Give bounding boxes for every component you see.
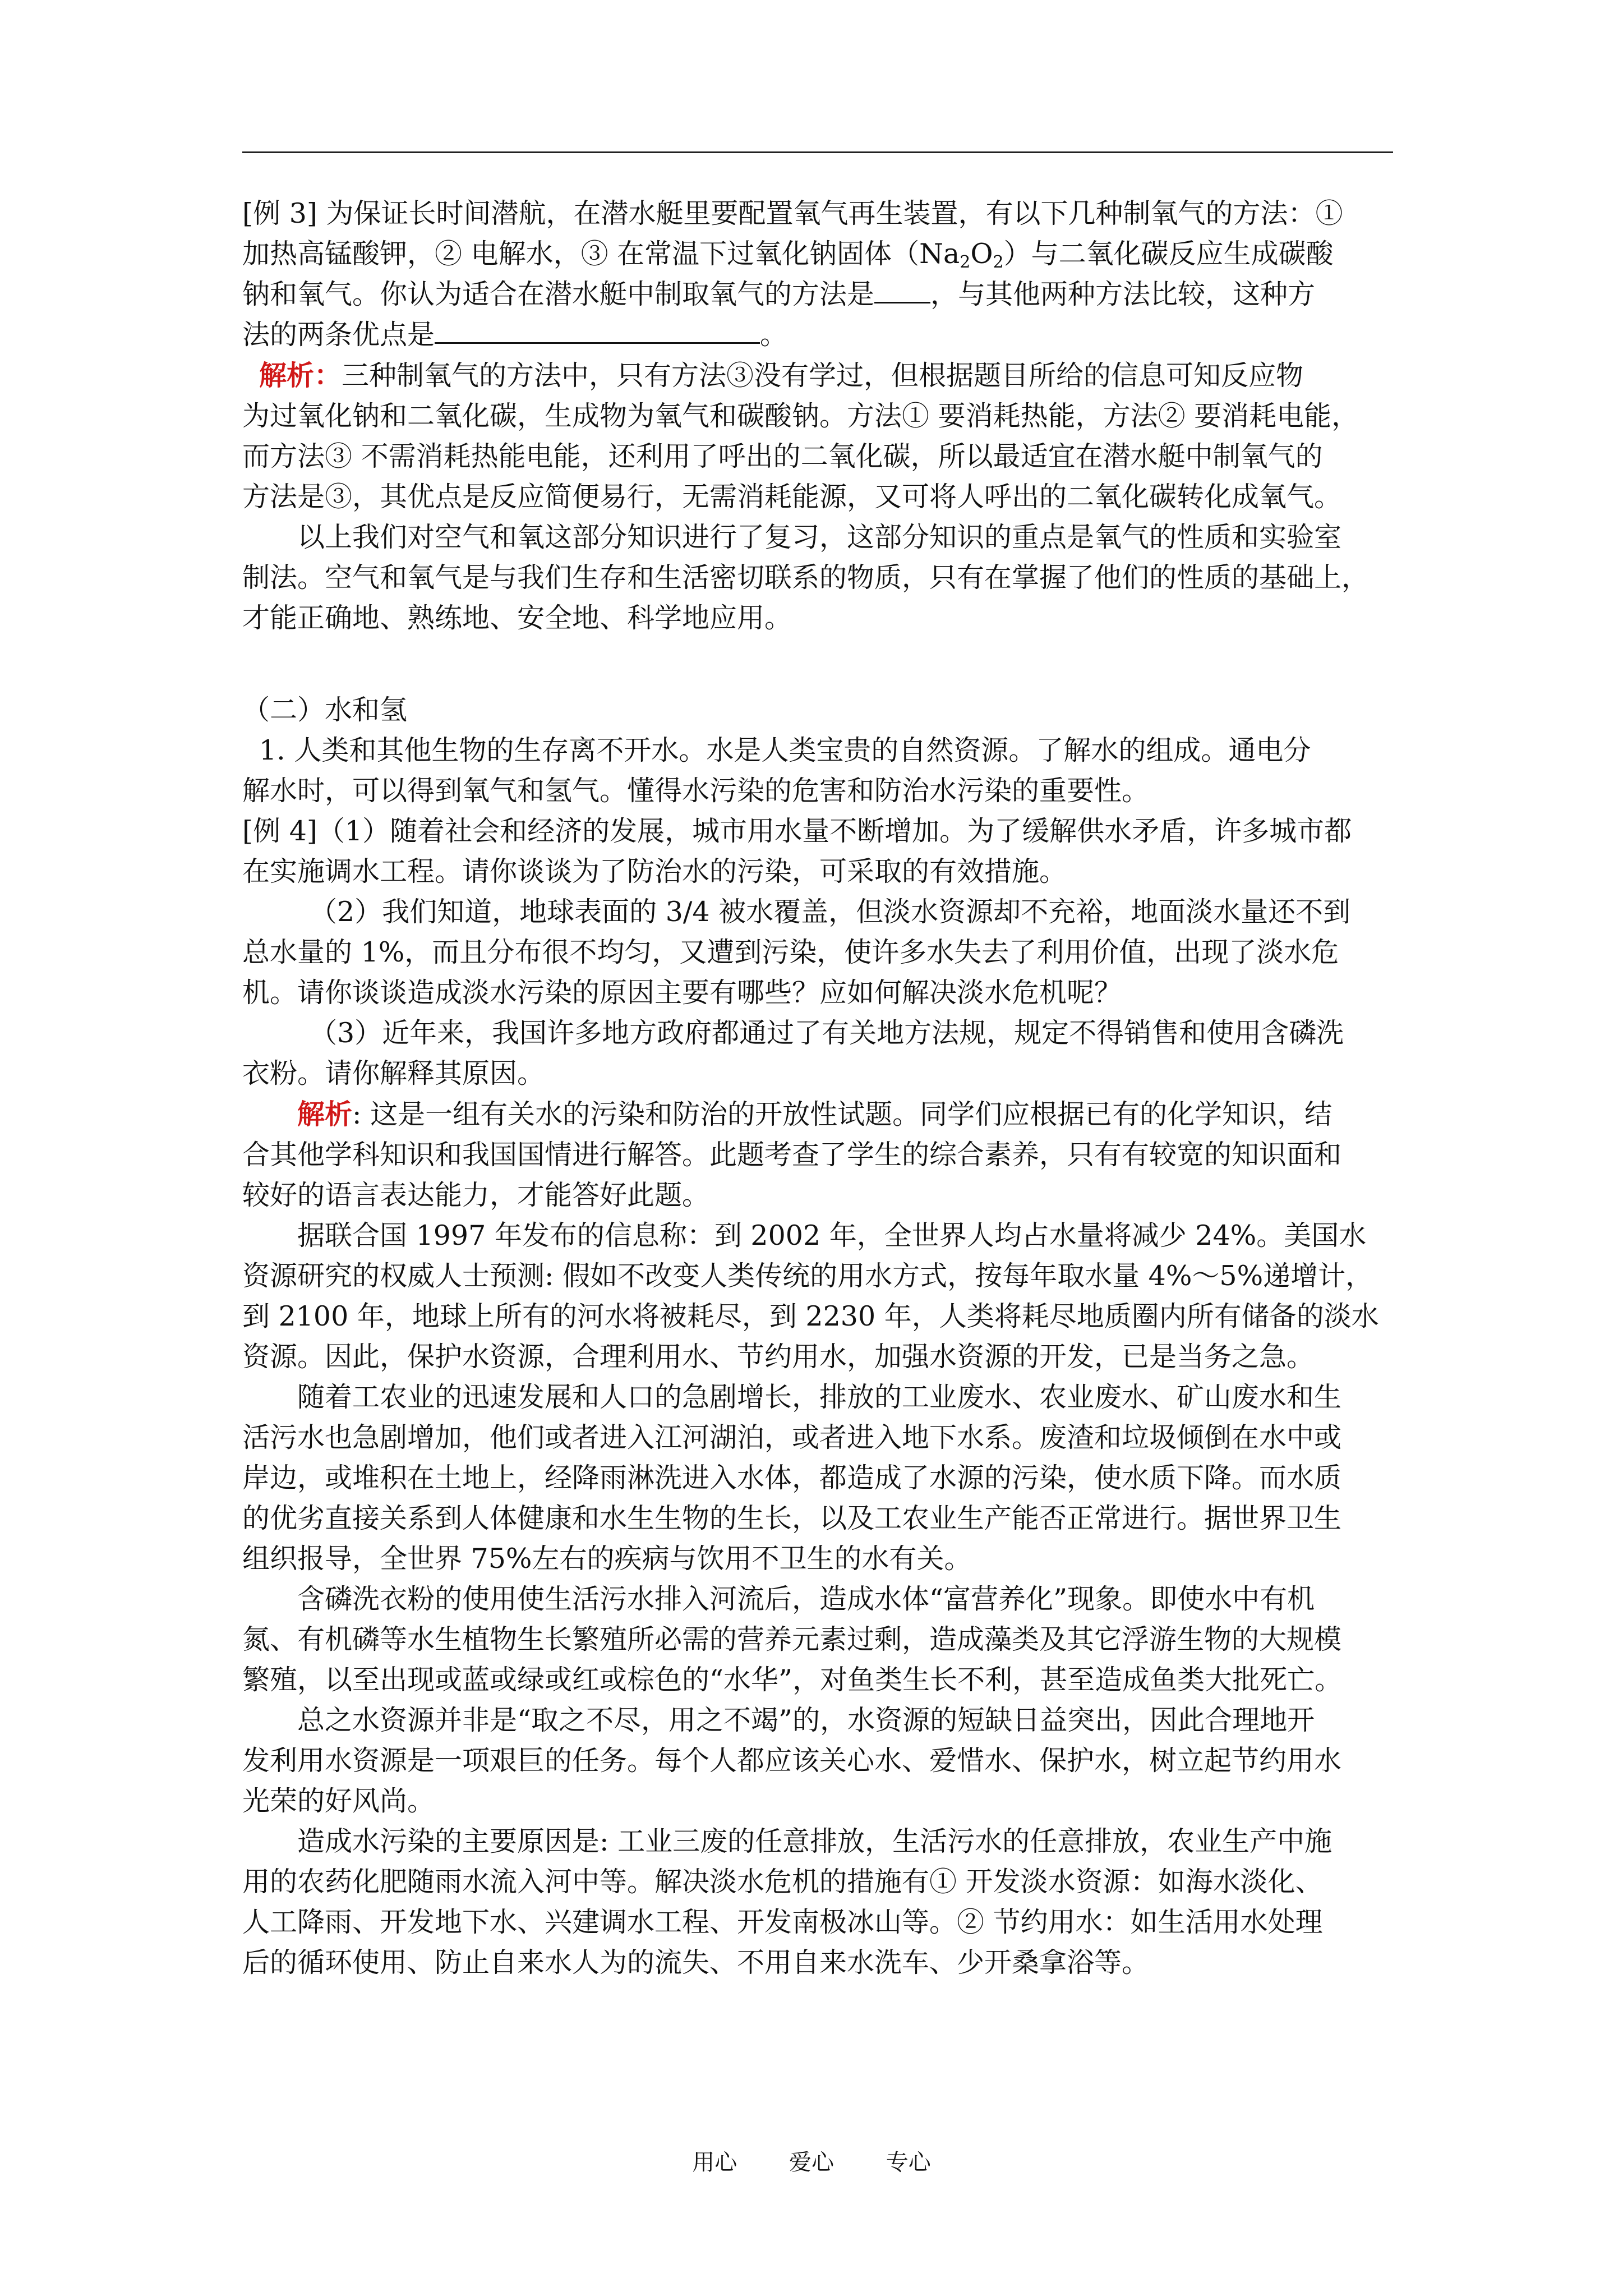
paragraph-4-line-2: 发利用水资源是一项艰巨的任务。每个人都应该关心水、爱惜水、保护水，树立起节约用水 <box>242 1745 1342 1777</box>
example-3-analysis-line-3: 而方法③ 不需消耗热能电能，还利用了呼出的二氧化碳，所以最适宜在潜水艇中制氧气的 <box>242 440 1323 472</box>
paragraph-2-line-4: 的优劣直接关系到人体健康和水生生物的生长，以及工农业生产能否正常进行。据世界卫生 <box>242 1502 1342 1534</box>
section-2-line-2: 解水时，可以得到氧气和氢气。懂得水污染的危害和防治水污染的重要性。 <box>242 775 1150 807</box>
example-3-analysis-line-1: 解析：三种制氧气的方法中，只有方法③没有学过，但根据题目所给的信息可知反应物 <box>259 359 1304 392</box>
summary-line-2: 制法。空气和氧气是与我们生存和生活密切联系的物质，只有在掌握了他们的性质的基础上， <box>242 562 1370 593</box>
summary-line-3: 才能正确地、熟练地、安全地、科学地应用。 <box>242 602 792 634</box>
example-4-q2-line-1: （2）我们知道，地球表面的 3/4 被水覆盖，但淡水资源却不充裕，地面淡水量还不到 <box>310 896 1351 928</box>
example-4-q1-line-1: [例 4]（1）随着社会和经济的发展，城市用水量不断增加。为了缓解供水矛盾，许多城市都 <box>242 815 1352 847</box>
paragraph-5-line-3: 人工降雨、开发地下水、兴建调水工程、开发南极冰山等。② 节约用水：如生活用水处理 <box>242 1906 1323 1938</box>
example-3-line-2: 加热高锰酸钾，② 电解水，③ 在常温下过氧化钠固体$(Na_2O_2)$与二氧化碳反应生成碳酸 <box>242 238 1334 272</box>
document-body <box>242 194 1393 1983</box>
example-3-analysis-line-2: 为过氧化钠和二氧化碳，生成物为氧气和碳酸钠。方法① 要消耗热能，方法② 要消耗电能， <box>242 400 1359 432</box>
summary-line-1: 以上我们对空气和氧这部分知识进行了复习，这部分知识的重点是氧气的性质和实验室 <box>297 521 1342 553</box>
paragraph-5-line-1: 造成水污染的主要原因是: 工业三废的任意排放，生活污水的任意排放，农业生产中施 <box>297 1825 1332 1857</box>
example-4-q1-line-2: 在实施调水工程。请你谈谈为了防治水的污染，可采取的有效措施。 <box>242 855 1067 887</box>
paragraph-2-line-1: 随着工农业的迅速发展和人口的急剧增长，排放的工业废水、农业废水、矿山废水和生 <box>297 1381 1342 1413</box>
paragraph-1-line-1: 据联合国 1997 年发布的信息称：到 2002 年，全世界人均占水量将减少 24%。美国水 <box>297 1220 1367 1251</box>
paragraph-1-line-4: 资源。因此，保护水资源，合理利用水、节约用水，加强水资源的开发，已是当务之急。 <box>242 1341 1315 1373</box>
section-heading: （二）水和氢 <box>242 694 408 726</box>
analysis-label: 解析： <box>259 359 342 392</box>
answer-blank-method <box>874 279 930 303</box>
example-3-analysis-line-4: 方法是③，其优点是反应简便易行，无需消耗能源，又可将人呼出的二氧化碳转化成氧气。 <box>242 481 1342 513</box>
footer-motto-3: 专心 <box>886 2150 931 2175</box>
example-3-line-1: [例 3] 为保证长时间潜航，在潜水艇里要配置氧气再生装置，有以下几种制氧气的方法：① <box>242 197 1343 229</box>
section-2-line-1: 1. 人类和其他生物的生存离不开水。水是人类宝贵的自然资源。了解水的组成。通电分 <box>259 734 1311 766</box>
example-3-line-4: 法的两条优点是 。 <box>242 319 788 351</box>
paragraph-3-line-3: 繁殖，以至出现或蓝或绿或红或棕色的“水华”，对鱼类生长不利，甚至造成鱼类大批死亡。 <box>242 1664 1343 1696</box>
paragraph-1-line-2: 资源研究的权威人士预测: 假如不改变人类传统的用水方式，按每年取水量 4%～5%递增计， <box>242 1260 1373 1292</box>
example-4-q2-line-2: 总水量的 1%，而且分布很不均匀，又遭到污染，使许多水失去了利用价值，出现了淡水危 <box>242 936 1339 968</box>
analysis-label: 解析 <box>297 1098 353 1130</box>
paragraph-3-line-2: 氮、有机磷等水生植物生长繁殖所必需的营养元素过剩，造成藻类及其它浮游生物的大规模 <box>242 1623 1342 1655</box>
paragraph-5-line-2: 用的农药化肥随雨水流入河中等。解决淡水危机的措施有① 开发淡水资源：如海水淡化、 <box>242 1866 1323 1898</box>
header-rule <box>242 151 1393 153</box>
example-4-q3-line-1: （3）近年来，我国许多地方政府都通过了有关地方法规，规定不得销售和使用含磷洗 <box>310 1017 1344 1049</box>
paragraph-4-line-3: 光荣的好风尚。 <box>242 1785 435 1817</box>
example-4-analysis-line-1: 解析: 这是一组有关水的污染和防治的开放性试题。同学们应根据已有的化学知识，结 <box>297 1098 1332 1130</box>
example-4-analysis-line-3: 较好的语言表达能力，才能答好此题。 <box>242 1179 710 1211</box>
paragraph-3-line-1: 含磷洗衣粉的使用使生活污水排入河流后，造成水体“富营养化”现象。即使水中有机 <box>297 1583 1315 1615</box>
example-4-q3-line-2: 衣粉。请你解释其原因。 <box>242 1057 545 1089</box>
answer-blank-advantages <box>435 320 760 344</box>
footer-motto-1: 用心 <box>692 2150 737 2175</box>
paragraph-2-line-2: 活污水也急剧增加，他们或者进入江河湖泊，或者进入地下水系。废渣和垃圾倾倒在水中或 <box>242 1421 1342 1453</box>
footer-motto-2: 爱心 <box>789 2150 834 2175</box>
paragraph-2-line-5: 组织报导，全世界 75%左右的疾病与饮用不卫生的水有关。 <box>242 1543 972 1575</box>
example-4-analysis-line-2: 合其他学科知识和我国国情进行解答。此题考查了学生的综合素养，只有有较宽的知识面和 <box>242 1139 1342 1171</box>
example-3-line-3: 钠和氧气。你认为适合在潜水艇中制取氧气的方法是 ，与其他两种方法比较，这种方 <box>242 278 1316 310</box>
paragraph-2-line-3: 岸边，或堆积在土地上，经降雨淋洗进入水体，都造成了水源的污染，使水质下降。而水质 <box>242 1462 1342 1494</box>
paragraph-5-line-4: 后的循环使用、防止自来水人为的流失、不用自来水洗车、少开桑拿浴等。 <box>242 1947 1150 1978</box>
example-4-q2-line-3: 机。请你谈谈造成淡水污染的原因主要有哪些？应如何解决淡水危机呢？ <box>242 977 1122 1009</box>
paragraph-1-line-3: 到 2100 年，地球上所有的河水将被耗尽，到 2230 年，人类将耗尽地质圈内所有储备的淡水 <box>242 1300 1379 1332</box>
page-footer <box>0 2145 1623 2177</box>
paragraph-4-line-1: 总之水资源并非是“取之不尽，用之不竭”的，水资源的短缺日益突出，因此合理地开 <box>297 1704 1315 1736</box>
